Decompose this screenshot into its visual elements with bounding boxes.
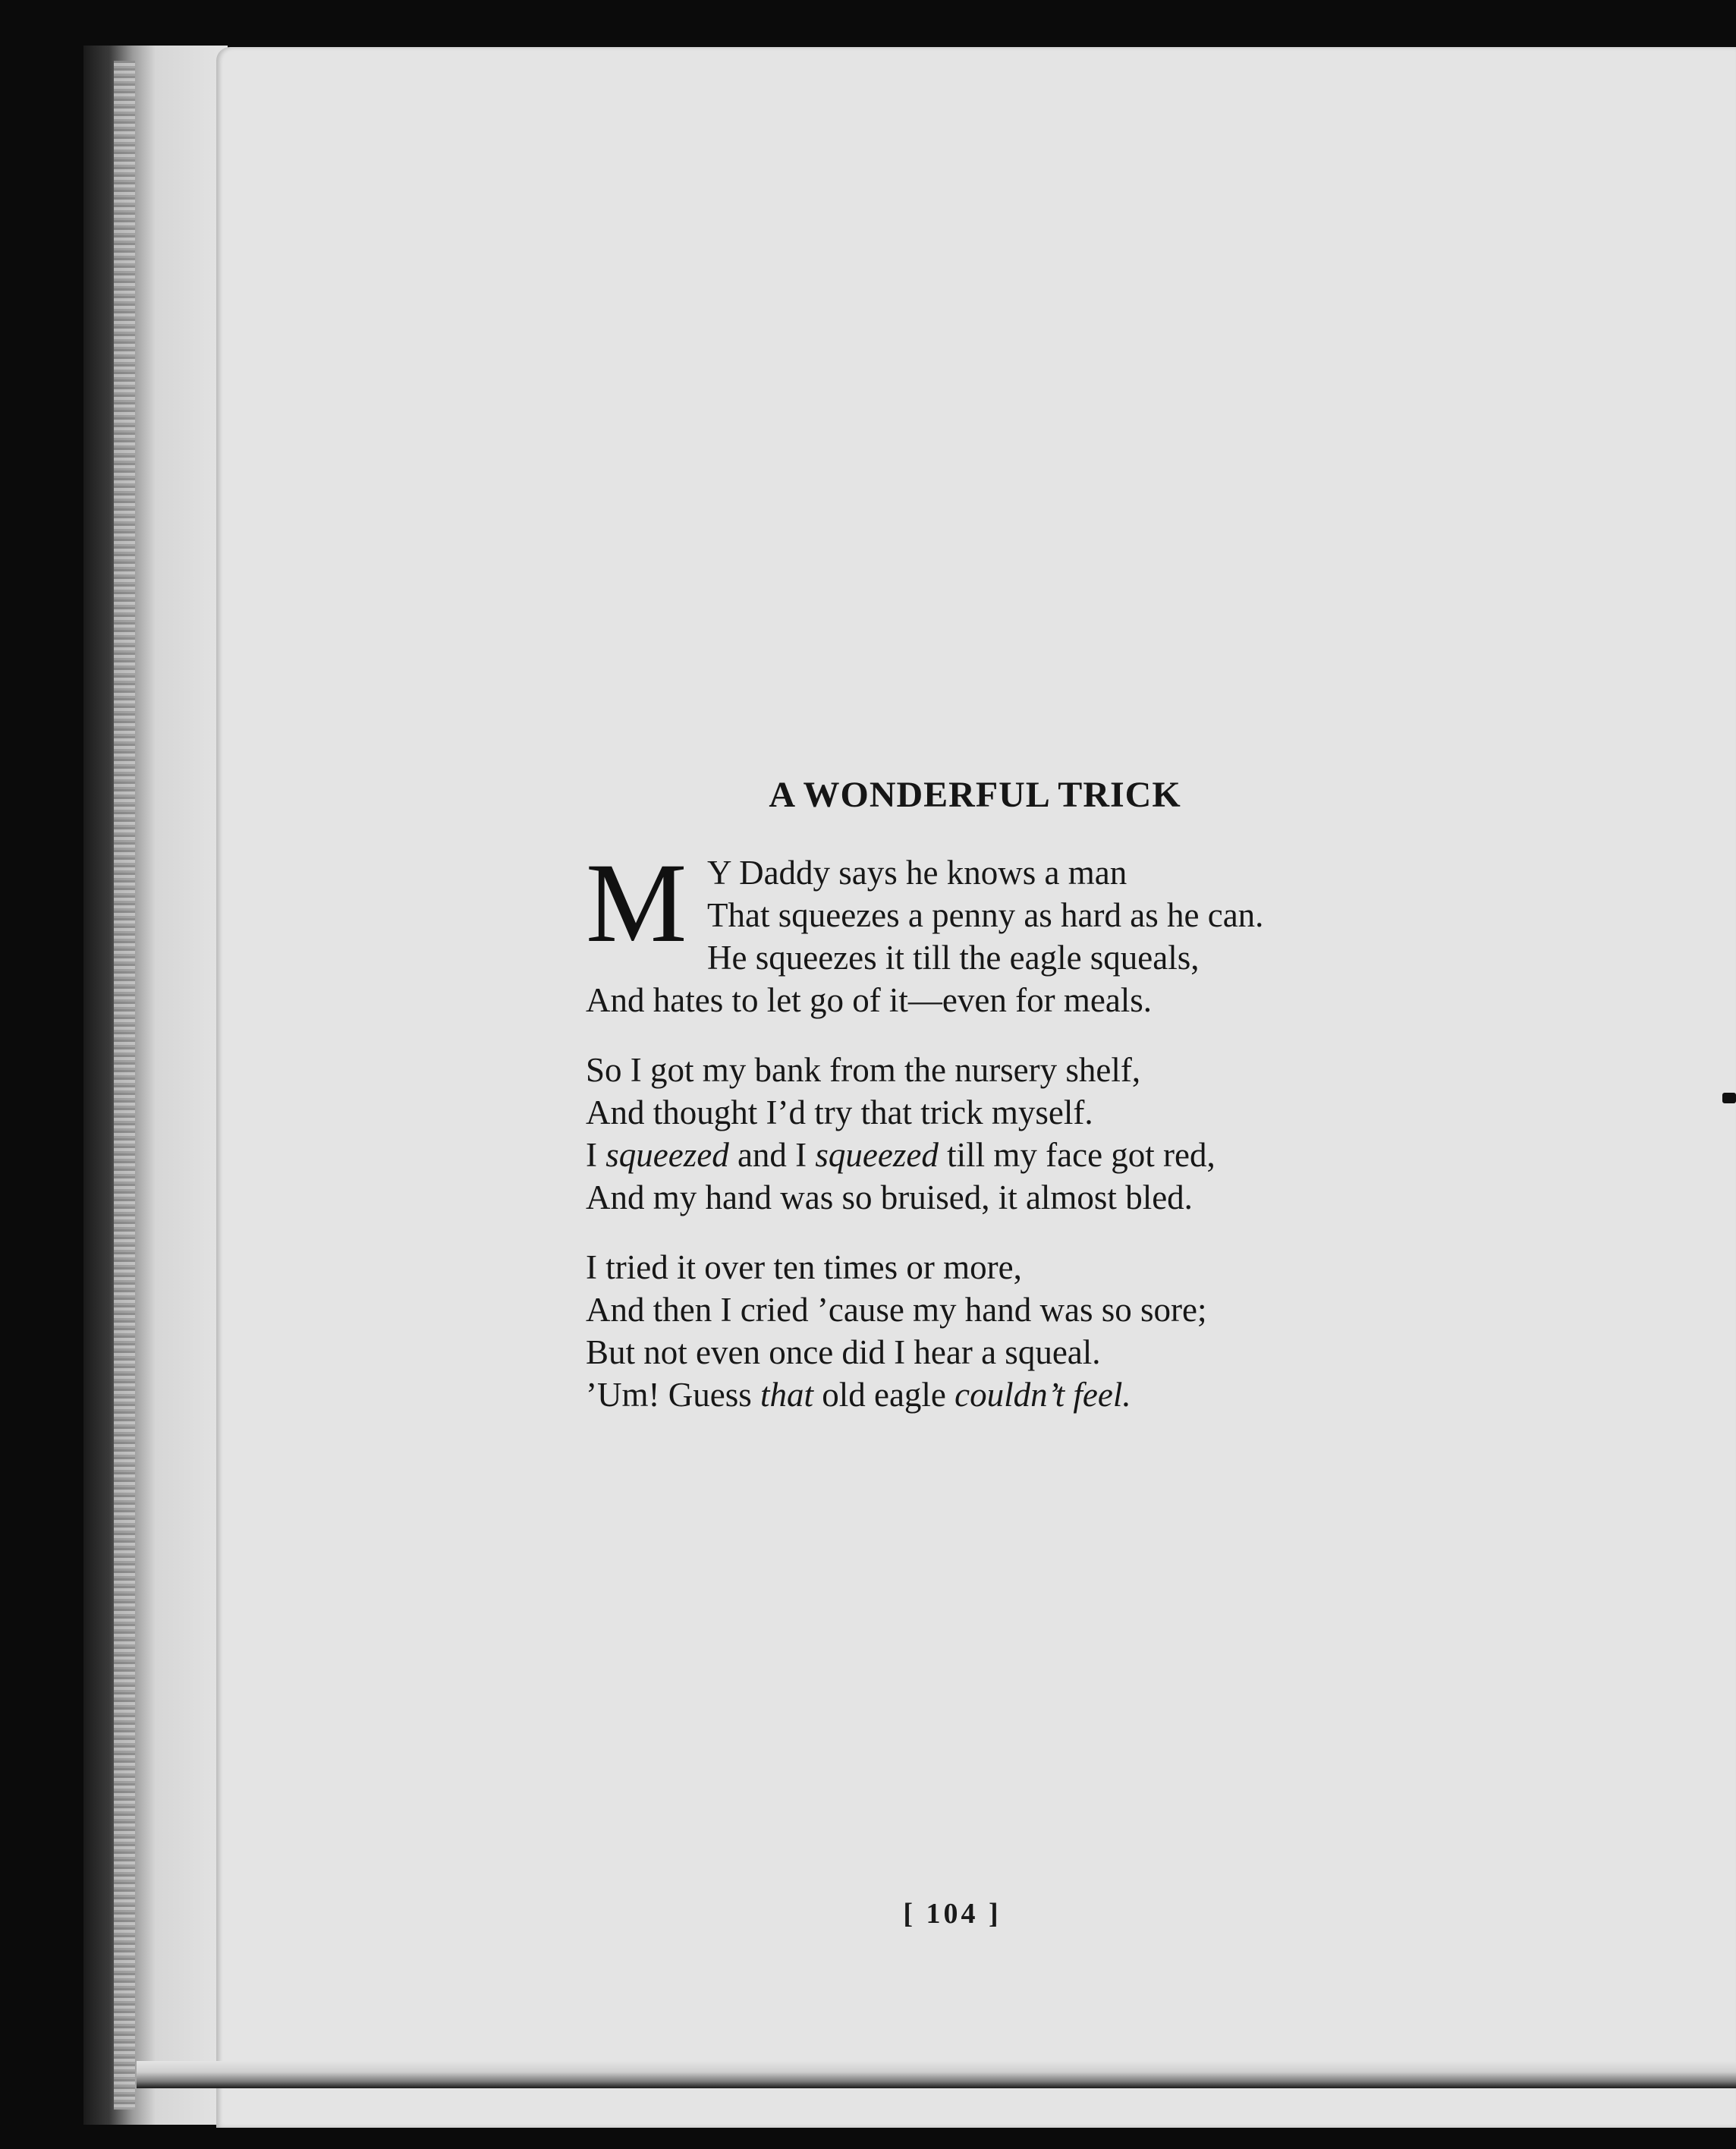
text-run: ’Um! Guess bbox=[586, 1376, 760, 1414]
poem-title: A WONDERFUL TRICK bbox=[769, 775, 1181, 815]
text-run: till my face got red, bbox=[938, 1136, 1216, 1174]
text-run: and I bbox=[728, 1136, 816, 1174]
poem-line: And my hand was so bruised, it almost bled. bbox=[586, 1178, 1193, 1216]
italic-word: squeezed bbox=[815, 1136, 939, 1174]
drop-cap: M bbox=[586, 840, 687, 966]
poem-line bbox=[586, 1134, 1436, 1176]
stanza-1 bbox=[586, 840, 1436, 1021]
poem-body bbox=[586, 840, 1436, 1443]
text-run: old eagle bbox=[813, 1376, 955, 1414]
italic-word: squeezed bbox=[605, 1136, 729, 1174]
stanza-3 bbox=[586, 1246, 1436, 1416]
italic-word: couldn’t feel. bbox=[954, 1376, 1131, 1414]
poem-line: He squeezes it till the eagle squeals, bbox=[707, 939, 1200, 977]
scan-speck bbox=[1722, 1093, 1736, 1103]
book-page-edges bbox=[114, 61, 135, 2110]
italic-word: that bbox=[760, 1376, 813, 1414]
poem-line: That squeezes a penny as hard as he can. bbox=[707, 896, 1264, 934]
poem-line: And then I cried ’cause my hand was so sore; bbox=[586, 1291, 1207, 1329]
poem-line: So I got my bank from the nursery shelf, bbox=[586, 1051, 1141, 1089]
poem-line: I tried it over ten times or more, bbox=[586, 1248, 1022, 1286]
poem-line: And thought I’d try that trick myself. bbox=[586, 1093, 1093, 1131]
poem-line: And hates to let go of it—even for meals. bbox=[586, 981, 1153, 1019]
stanza-2 bbox=[586, 1049, 1436, 1219]
page-number: [ 104 ] bbox=[903, 1898, 1002, 1930]
scan-dark-margin bbox=[83, 46, 228, 2125]
poem-line: Y Daddy says he knows a man bbox=[707, 854, 1127, 892]
text-run: I bbox=[586, 1136, 606, 1174]
poem-line: But not even once did I hear a squeal. bbox=[586, 1333, 1101, 1371]
poem-line bbox=[586, 1373, 1436, 1416]
page-bottom-edge bbox=[137, 2061, 1736, 2088]
